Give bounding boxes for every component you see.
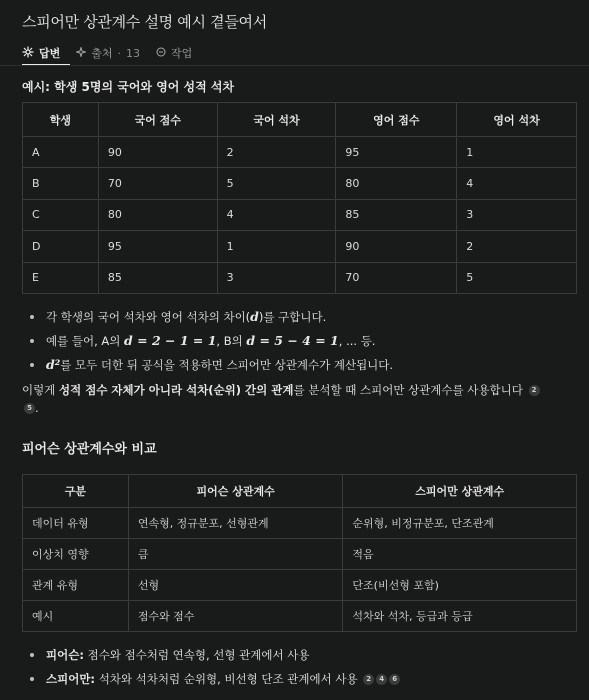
emphasis-text: 스피어만: (46, 672, 96, 686)
table-cell: 큼 (128, 539, 343, 570)
column-header: 피어슨 상관계수 (128, 475, 343, 508)
table-cell: 4 (457, 168, 577, 199)
tab-tasks[interactable] (156, 45, 192, 61)
table-cell: C (23, 199, 99, 230)
list-item: 스피어만: 석차와 석차처럼 순위형, 비선형 단조 관계에서 사용 2 4 6 (22, 669, 400, 693)
table-cell: 95 (98, 231, 217, 262)
sources-count: 13 (126, 46, 141, 60)
list-item: 피어슨: 점수와 점수처럼 연속형, 선형 관계에서 사용 (22, 645, 400, 669)
table-cell: 80 (98, 199, 217, 230)
citation-badge[interactable]: 2 (363, 674, 374, 685)
table-cell: 예시 (23, 601, 129, 632)
answer-tabs (22, 42, 589, 64)
table-row (23, 168, 577, 199)
math-variable: d (250, 309, 259, 324)
table-cell: 3 (457, 199, 577, 230)
citation-badge[interactable]: 5 (24, 403, 35, 414)
explanation-list (22, 307, 393, 379)
table-cell: 1 (217, 231, 336, 262)
table-cell: 관계 유형 (23, 570, 129, 601)
column-header: 국어 점수 (98, 103, 217, 137)
table-cell: 90 (336, 231, 457, 262)
table-cell: 5 (457, 262, 577, 293)
sources-icon (76, 47, 86, 60)
section-heading-comparison: 피어슨 상관계수와 비교 (22, 442, 157, 457)
table-row (23, 262, 577, 293)
table-cell: B (23, 168, 99, 199)
list-item: d²를 모두 더한 뒤 공식을 적용하면 스피어만 상관계수가 계산됩니다. (22, 355, 393, 379)
math-expression: d² (46, 357, 61, 372)
tab-answer-label: 답변 (39, 47, 61, 60)
tab-answer[interactable] (22, 45, 60, 61)
table-row (23, 508, 577, 539)
table-cell: 점수와 점수 (128, 601, 343, 632)
table-cell: 적음 (343, 539, 577, 570)
table-cell: D (23, 231, 99, 262)
table-cell: 1 (457, 137, 577, 168)
column-header: 국어 석차 (217, 103, 336, 137)
table-cell: 90 (98, 137, 217, 168)
table-cell: 순위형, 비정규분포, 단조관계 (343, 508, 577, 539)
table-cell: 2 (457, 231, 577, 262)
table-cell: 이상치 영향 (23, 539, 129, 570)
table-cell: 2 (217, 137, 336, 168)
comparison-table (22, 474, 577, 632)
table-cell: 단조(비선형 포함) (343, 570, 577, 601)
table-row (23, 137, 577, 168)
citation-badge[interactable]: 4 (376, 674, 387, 685)
emphasis-text: 성적 점수 자체가 아니라 석차(순위) 간의 관계 (58, 383, 294, 397)
table-cell: 85 (98, 262, 217, 293)
thread-title: 스피어만 상관계수 설명 예시 곁들여서 (22, 13, 267, 31)
table-cell: 70 (98, 168, 217, 199)
table-row (23, 570, 577, 601)
tab-sources[interactable]: 출처 · 13 (76, 45, 140, 61)
column-header: 구분 (23, 475, 129, 508)
table-row (23, 231, 577, 262)
summary-paragraph: 이렇게 성적 점수 자체가 아니라 석차(순위) 간의 관계를 분석할 때 스피어만 상관계수를 사용합니다 25 . (22, 381, 552, 417)
emphasis-text: 피어슨: (46, 648, 84, 662)
table-cell: 데이터 유형 (23, 508, 129, 539)
column-header: 영어 석차 (457, 103, 577, 137)
table-cell: 연속형, 정규분포, 선형관계 (128, 508, 343, 539)
sparkle-icon (22, 46, 34, 61)
tab-sources-label: 출처 (91, 47, 113, 60)
table-cell: 80 (336, 168, 457, 199)
table-header-row (23, 475, 577, 508)
section-heading-example: 예시: 학생 5명의 국어와 영어 성적 석차 (22, 80, 235, 94)
table-cell: 85 (336, 199, 457, 230)
table-cell: 95 (336, 137, 457, 168)
list-item: 예를 들어, A의 d = 2 − 1 = 1, B의 d = 5 − 4 = 1, ... 등. (22, 331, 393, 355)
table-cell: 4 (217, 199, 336, 230)
table-cell: E (23, 262, 99, 293)
table-cell: 석차와 석차, 등급과 등급 (343, 601, 577, 632)
comparison-summary-list (22, 645, 400, 693)
column-header: 영어 점수 (336, 103, 457, 137)
column-header: 스피어만 상관계수 (343, 475, 577, 508)
math-expression: d = 2 − 1 = 1 (124, 333, 217, 348)
table-row (23, 539, 577, 570)
math-expression: d = 5 − 4 = 1 (246, 333, 339, 348)
list-item: 각 학생의 국어 석차와 영어 석차의 차이(d)를 구합니다. (22, 307, 393, 331)
table-cell: 70 (336, 262, 457, 293)
citation-badge[interactable]: 6 (389, 674, 400, 685)
table-cell: A (23, 137, 99, 168)
table-cell: 3 (217, 262, 336, 293)
table-cell: 선형 (128, 570, 343, 601)
column-header: 학생 (23, 103, 99, 137)
table-row (23, 601, 577, 632)
table-row (23, 199, 577, 230)
table-header-row (23, 103, 577, 137)
tasks-icon (156, 47, 166, 60)
tab-divider (0, 65, 589, 66)
tab-tasks-label: 작업 (171, 47, 193, 60)
table-cell: 5 (217, 168, 336, 199)
rank-table (22, 102, 577, 294)
citation-badge[interactable]: 2 (529, 385, 540, 396)
